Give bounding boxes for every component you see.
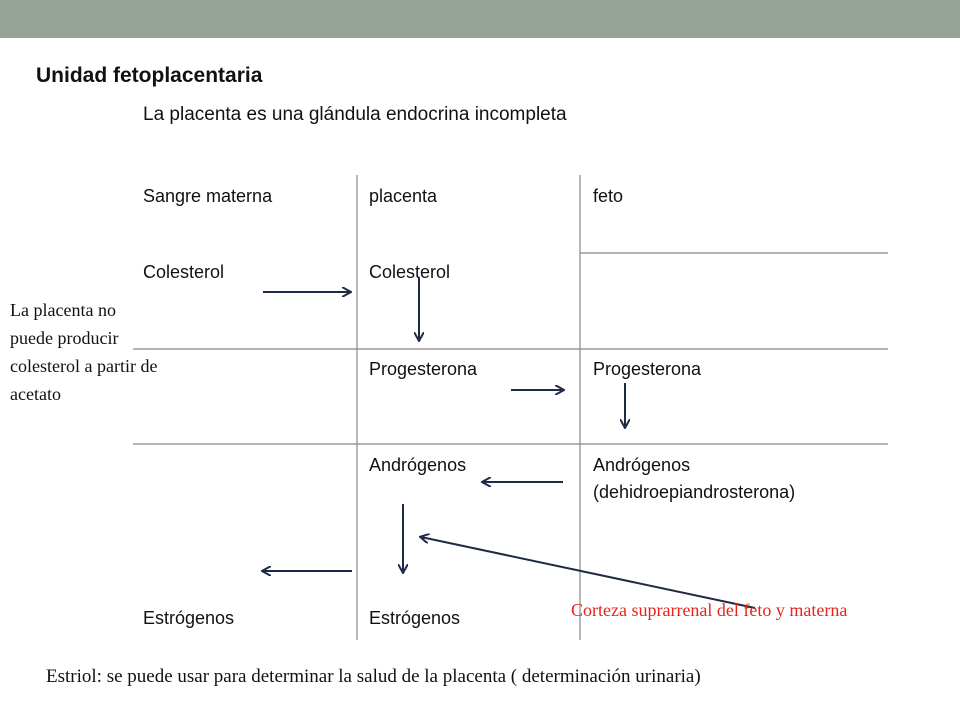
cell-feto-androgenos: Andrógenos	[593, 455, 691, 475]
header-feto: feto	[593, 186, 624, 206]
cell-feto-androgenos-detail: (dehidroepiandrosterona)	[593, 482, 796, 502]
cell-placenta-androgenos: Andrógenos	[369, 455, 467, 475]
header-placenta: placenta	[369, 186, 438, 206]
estriol-note: Estriol: se puede usar para determinar la salud de la placenta ( determinación urinaria)	[46, 666, 701, 687]
arrow-corteza-to-androgenos	[421, 537, 755, 608]
cell-placenta-estrogenos: Estrógenos	[369, 608, 461, 628]
cell-placenta-progesterona: Progesterona	[369, 359, 478, 379]
note-line: puede producir	[10, 328, 119, 348]
cell-placenta-colesterol: Colesterol	[369, 262, 451, 282]
table-grid	[133, 175, 888, 640]
cell-madre-estrogenos: Estrógenos	[143, 608, 235, 628]
note-line: La placenta no	[10, 300, 116, 320]
note-line: colesterol a partir de	[10, 356, 158, 376]
slide-title: Unidad fetoplacentaria	[36, 64, 263, 87]
cell-feto-progesterona: Progesterona	[593, 359, 702, 379]
top-bar	[0, 0, 960, 38]
note-line: acetato	[10, 384, 61, 404]
slide-subtitle: La placenta es una glándula endocrina incompleta	[143, 104, 567, 125]
corteza-suprarrenal-label: Corteza suprarrenal del feto y materna	[571, 600, 848, 620]
cell-madre-colesterol: Colesterol	[143, 262, 225, 282]
note-colesterol-acetato	[10, 296, 157, 408]
header-sangre-materna: Sangre materna	[143, 186, 273, 206]
